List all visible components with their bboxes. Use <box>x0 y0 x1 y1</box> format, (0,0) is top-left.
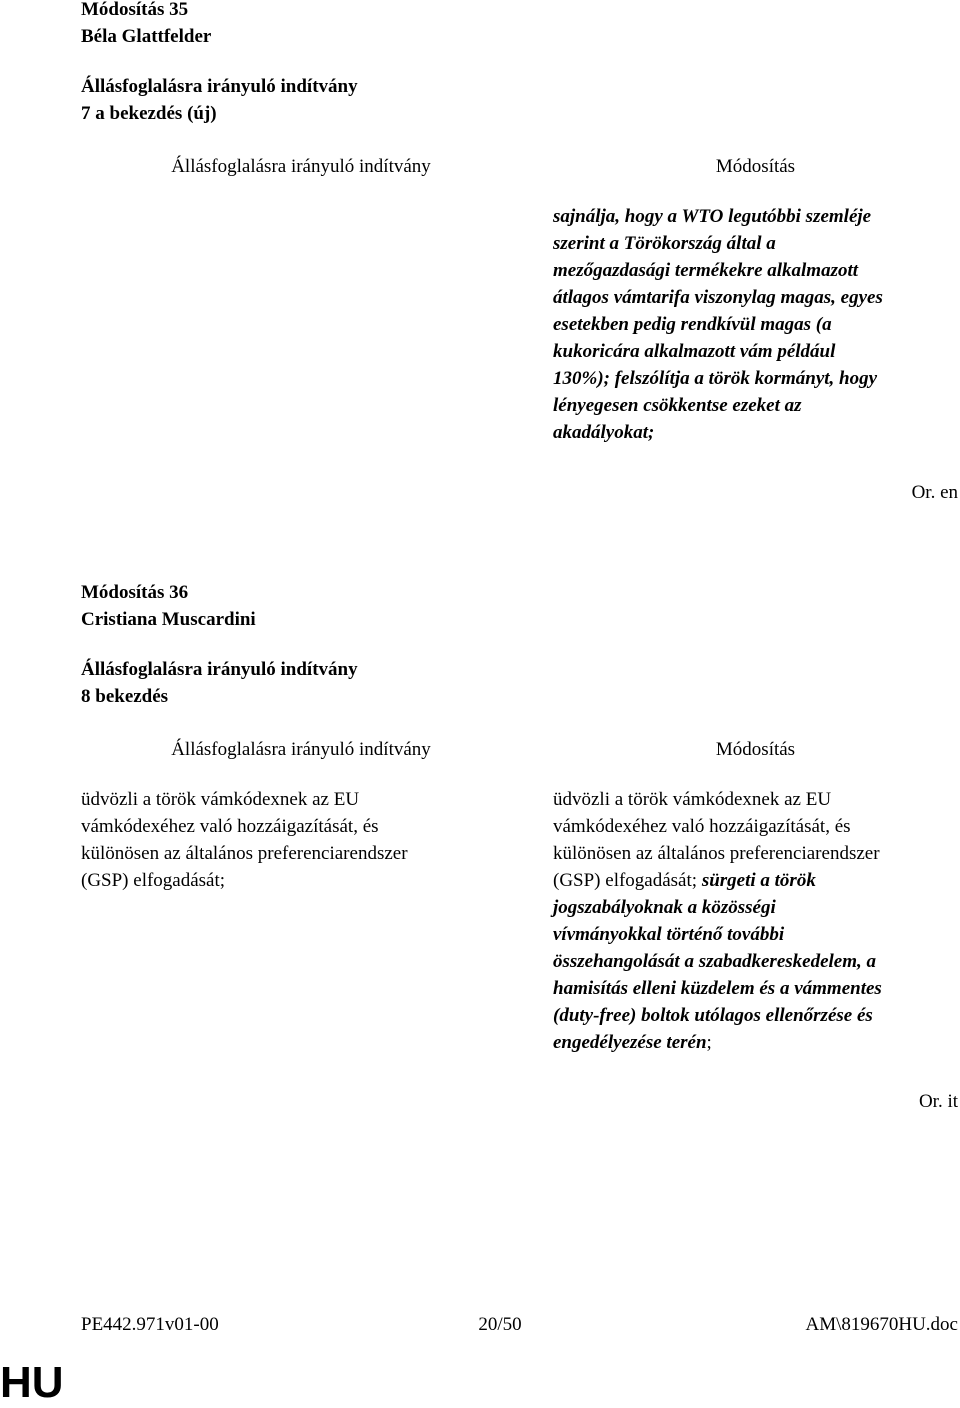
original-language: Or. en <box>911 482 958 503</box>
text-added-line: hamisítás elleni küzdelem és a vámmentes <box>553 978 882 999</box>
text-added: engedélyezése terén <box>553 1032 707 1053</box>
text-line: üdvözli a török vámkódexnek az EU <box>81 789 360 810</box>
original-language: Or. it <box>918 1091 958 1112</box>
amendment-35-text <box>553 203 883 446</box>
document-type: Állásfoglalásra irányuló indítvány <box>81 659 358 680</box>
text-plain: ; <box>706 1032 712 1053</box>
text-line: különösen az általános preferenciarendszer <box>553 843 880 864</box>
paragraph-ref: 7 a bekezdés (új) <box>81 103 217 124</box>
text-line: mezőgazdasági termékekre alkalmazott <box>553 260 859 281</box>
text-added-line: vívmányokkal történő további <box>553 924 785 945</box>
text-line: vámkódexéhez való hozzáigazítását, és <box>81 816 379 837</box>
text-plain: (GSP) elfogadását; <box>553 870 702 891</box>
amendment-author: Béla Glattfelder <box>81 26 212 47</box>
text-line: akadályokat; <box>553 422 655 443</box>
amendment-36-text <box>553 786 882 1056</box>
text-line: lényegesen csökkentse ezeket az <box>553 395 802 416</box>
text-added-line: (duty-free) boltok utólagos ellenőrzése és <box>553 1005 873 1026</box>
text-added-line: jogszabályoknak a közösségi <box>553 897 776 918</box>
text-line <box>553 1029 882 1056</box>
text-line: 130%); felszólítja a török kormányt, hogy <box>553 368 878 389</box>
amendment-36-target <box>81 656 358 710</box>
amendment-35-target <box>81 73 358 127</box>
footer-file-name: AM\819670HU.doc <box>805 1314 958 1335</box>
column-header-original: Állásfoglalásra irányuló indítvány <box>171 156 431 177</box>
amendment-number: Módosítás 35 <box>81 0 189 20</box>
amendment-36-heading <box>81 579 256 633</box>
original-text <box>81 786 408 894</box>
text-line: kukoricára alkalmazott vám például <box>553 341 836 362</box>
text-line: szerint a Törökország által a <box>553 233 776 254</box>
text-line: (GSP) elfogadását; <box>81 870 226 891</box>
text-line <box>553 867 882 894</box>
text-line: sajnálja, hogy a WTO legutóbbi szemléje <box>553 206 872 227</box>
language-label: HU <box>0 1358 64 1407</box>
text-line: átlagos vámtarifa viszonylag magas, egyes <box>553 287 883 308</box>
column-header-original: Állásfoglalásra irányuló indítvány <box>171 739 431 760</box>
text-line: esetekben pedig rendkívül magas (a <box>553 314 832 335</box>
column-header-amendment: Módosítás <box>715 156 796 177</box>
amendment-35-heading <box>81 0 211 50</box>
text-line: üdvözli a török vámkódexnek az EU <box>553 789 832 810</box>
text-added: sürgeti a török <box>701 870 816 891</box>
column-header-amendment: Módosítás <box>715 739 796 760</box>
text-line: vámkódexéhez való hozzáigazítását, és <box>553 816 851 837</box>
footer-page-number: 20/50 <box>478 1314 522 1335</box>
text-line: különösen az általános preferenciarendszer <box>81 843 408 864</box>
amendment-number: Módosítás 36 <box>81 582 189 603</box>
text-added-line: összehangolását a szabadkereskedelem, a <box>553 951 876 972</box>
amendment-author: Cristiana Muscardini <box>81 609 256 630</box>
document-type: Állásfoglalásra irányuló indítvány <box>81 76 358 97</box>
footer-doc-ref: PE442.971v01-00 <box>81 1314 219 1335</box>
paragraph-ref: 8 bekezdés <box>81 686 169 707</box>
